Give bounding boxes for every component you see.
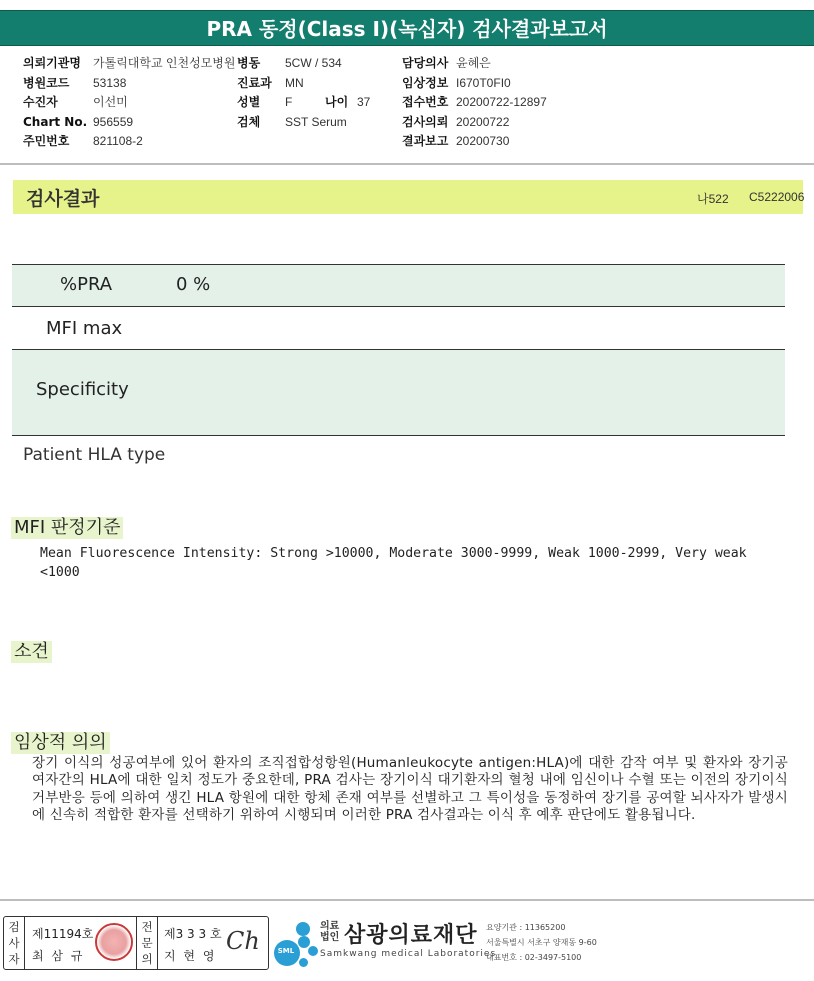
doctor-label: 전문의 (141, 920, 153, 966)
info-row-institution: 의뢰기관명 가톨릭대학교 인천성모병원 (23, 56, 236, 70)
corp-type: 의료법인 (320, 921, 340, 943)
info-row-department: 진료과 MN (237, 75, 304, 90)
report-title: PRA 동정(Class I)(녹십자) 검사결과보고서 (0, 10, 814, 46)
clinical-meaning-text: 장기 이식의 성공여부에 있어 환자의 조직접합성항원(Humanleukocyte antigen:HLA)에 대한 감작 여부 및 환자와 장기공여자간의 HLA에 대한 일치 정도가 중요한데, PRA 검사는 장기이식 대기환자의 혈청 내에 임신이나 수혈 또는 이전의 장기이식 거부반응 등에 의하여 생긴 HLA 항원에 대한 항체 존재 여부를 선별하고 그 특이성을 동정하여 장기를 공여할 뇌사자가 발생시에 신속히 적합한 환자를 선택하기 위하여 시행되며 이러한 PRA 검사결과는 이식 후 예후 판단에도 활용됩니다. (32, 755, 788, 824)
info-row-sex-age: 성별 F 나이 37 (237, 95, 371, 109)
patient-info-col1 (23, 54, 235, 152)
info-row-hospital-code: 병원코드 53138 (23, 75, 127, 90)
info-row-specimen: 검체 SST Serum (237, 114, 347, 129)
results-code-1: 나522 (697, 192, 729, 206)
header-divider (0, 163, 814, 165)
sign-divider-1 (24, 917, 25, 969)
results-table-bottom-border (12, 435, 785, 436)
results-section-title: 검사결과 (26, 188, 100, 210)
info-row-doctor: 담당의사 윤혜은 (402, 56, 491, 70)
patient-info-col2 (237, 54, 370, 132)
corp-name: 삼광의료재단 (344, 923, 478, 948)
info-row-patient-name: 수진자 이선미 (23, 95, 128, 109)
info-row-chart-no: Chart No. 956559 (23, 114, 134, 129)
institution-code: 요양기관 : 11365200 (486, 923, 566, 932)
info-row-report-date: 결과보고 20200730 (402, 134, 510, 148)
corporation-contact-info (486, 920, 597, 965)
tester-label: 검사자 (8, 920, 20, 966)
results-code-2: C5222006 (749, 190, 805, 204)
results-section-header (13, 180, 803, 214)
doctor-name: 지 현 영 (164, 949, 217, 963)
doctor-signature-icon: Ch (226, 927, 260, 955)
sml-logo-icon (274, 916, 320, 970)
results-table (12, 264, 785, 436)
logo-text: SML (277, 947, 295, 955)
pra-label: %PRA (60, 274, 113, 295)
info-row-resident-no: 주민번호 821108-2 (23, 134, 143, 148)
clinical-meaning-title: 임상적 의의 (11, 732, 110, 754)
mfi-criteria-title: MFI 판정기준 (11, 517, 123, 539)
specificity-row (12, 349, 785, 435)
patient-info-col3 (402, 54, 547, 152)
info-row-clinical-info: 임상정보 I670T0FI0 (402, 75, 511, 90)
signature-box (3, 916, 269, 970)
tester-license: 제11194호 (32, 927, 94, 941)
info-row-request-date: 검사의뢰 20200722 (402, 114, 510, 129)
opinion-title: 소견 (11, 641, 52, 663)
corp-phone: 대표번호 : 02-3497-5100 (486, 953, 582, 962)
official-seal-icon (95, 923, 133, 961)
tester-name: 최 삼 규 (32, 949, 85, 963)
doctor-license: 제3 3 3 호 (164, 927, 222, 941)
mfi-criteria-text: Mean Fluorescence Intensity: Strong >10000, Moderate 3000-9999, Weak 1000-2999, Very weak <1000 (40, 546, 747, 580)
corp-address: 서울특별시 서초구 양재동 9-60 (486, 938, 597, 947)
info-row-receipt-no: 접수번호 20200722-12897 (402, 95, 547, 109)
pra-row (12, 264, 785, 306)
mfi-max-label: MFI max (46, 318, 123, 339)
footer-divider (0, 899, 814, 901)
corp-name-english: Samkwang medical Laboratories (320, 949, 497, 959)
mfi-max-row (12, 306, 785, 349)
sign-divider-3 (157, 917, 158, 969)
info-row-ward: 병동 5CW / 534 (237, 56, 342, 70)
patient-hla-label: Patient HLA type (23, 445, 166, 465)
pra-value: 0 % (176, 274, 211, 295)
specificity-label: Specificity (36, 379, 129, 400)
